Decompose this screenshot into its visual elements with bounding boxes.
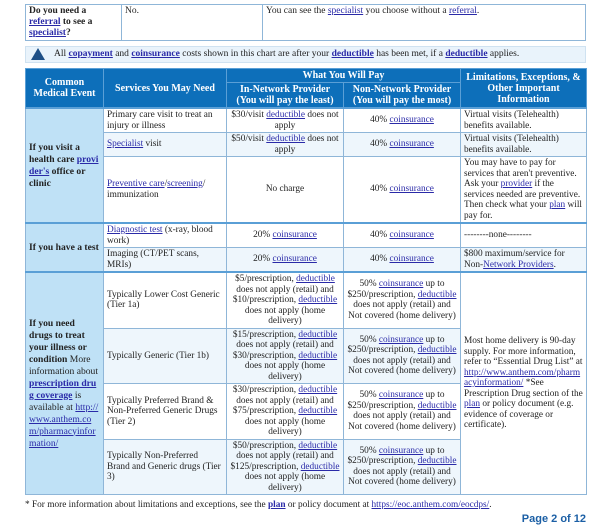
text: Virtual visits (Telehealth) benefits available. (464, 110, 559, 131)
service (104, 439, 227, 495)
text: up to $250/prescription, (347, 445, 445, 467)
text: does not apply (home delivery) (244, 305, 326, 326)
non-network-cost (344, 157, 461, 224)
text: does not apply (retail) and $125/prescription, (230, 451, 334, 472)
text: If you visit a health care (29, 141, 80, 165)
text: 40% (370, 139, 390, 150)
text: Imaging (CT/PET scans, MRIs) (107, 249, 200, 270)
medical-event (26, 272, 104, 495)
text: 20% (253, 230, 273, 241)
text: All (54, 49, 69, 59)
text: You may have to pay for services that aren't preventive. Ask your (464, 158, 577, 189)
text: 50% (359, 445, 379, 456)
text: 40% (370, 115, 390, 126)
non-network-cost (344, 328, 461, 384)
link[interactable]: deductible (445, 49, 488, 59)
link[interactable]: copayment (68, 49, 113, 59)
text: up to $250/prescription, (347, 390, 445, 411)
non-network-cost (344, 248, 461, 273)
link[interactable]: coinsurance (378, 279, 424, 290)
table-row (26, 108, 587, 133)
text: No. (125, 6, 139, 16)
text: and (112, 49, 132, 59)
in-network-cost (227, 384, 344, 440)
link[interactable]: plan (267, 500, 286, 510)
link[interactable]: screening (167, 179, 203, 189)
service (104, 108, 227, 133)
link[interactable]: plan (464, 399, 481, 410)
link[interactable]: deductible (298, 295, 338, 305)
deductible-notice (25, 46, 586, 63)
link[interactable]: deductible (266, 110, 306, 120)
medical-event (26, 108, 104, 223)
text: Most home delivery is 90-day supply. For more information, refer to “Essential Drug List” at (464, 336, 583, 368)
text: 50% (359, 390, 379, 401)
limitations (461, 223, 587, 248)
text: will pay for. (464, 200, 583, 221)
text: Typically Generic (Tier 1b) (107, 350, 210, 361)
service (104, 157, 227, 224)
text: More information about (29, 353, 99, 377)
table-row (26, 133, 587, 157)
text: or policy document (e.g. evidence of coverage or certificate). (464, 399, 574, 431)
text: does not apply (retail) and Not covered (home delivery) (348, 355, 456, 377)
text: Typically Non-Preferred Brand and Generic drugs (Tier 3) (107, 451, 221, 482)
text: does not apply (retail) and Not covered (home delivery) (348, 300, 456, 321)
link[interactable]: referral (448, 6, 477, 16)
link[interactable]: coinsurance (378, 334, 424, 345)
referral-table (25, 4, 586, 41)
header-non-network (344, 83, 461, 109)
text: 40% (370, 184, 390, 195)
text: 40% (370, 254, 390, 265)
text: applies. (487, 49, 520, 59)
non-network-cost (344, 439, 461, 495)
text: You can see the (266, 6, 328, 16)
text: $50/visit (231, 134, 267, 144)
link[interactable]: deductible (266, 134, 306, 144)
link[interactable]: coinsurance (131, 49, 180, 59)
header-what-you-pay: What You Will Pay (227, 69, 461, 83)
text: to see a (60, 17, 93, 27)
text: . (489, 500, 492, 510)
service (104, 248, 227, 273)
link[interactable]: deductible (298, 385, 338, 395)
link[interactable]: deductible (298, 440, 338, 451)
link[interactable]: deductible (417, 289, 457, 300)
text: If you need drugs to treat your illness or condition (29, 317, 87, 365)
table-row (26, 157, 587, 224)
in-network-cost (227, 439, 344, 495)
link[interactable]: coinsurance (389, 139, 434, 150)
link[interactable]: http://www.anthem.com/pharmacyinformation/ (29, 401, 99, 449)
text: Typically Preferred Brand & Non-Preferred Generic Drugs (Tier 2) (107, 395, 218, 427)
link[interactable]: deductible (298, 329, 338, 340)
non-network-cost (344, 223, 461, 248)
in-network-label: In-Network Provider (239, 84, 331, 95)
text: up to $250/prescription, (347, 334, 445, 356)
link[interactable]: deductible (296, 274, 335, 284)
referral-question (26, 5, 122, 41)
text: is available at (29, 389, 82, 413)
header-services: Services You May Need (104, 69, 227, 109)
table-row (26, 223, 587, 248)
warning-triangle-icon (31, 48, 45, 60)
text: Typically Lower Cost Generic (Tier 1a) (107, 289, 220, 311)
link[interactable]: Diagnostic test (107, 225, 163, 235)
link[interactable]: Preventive care (107, 179, 165, 189)
text: $30/visit (231, 110, 267, 120)
text: --------none-------- (464, 230, 532, 241)
text: visit (143, 139, 162, 150)
limitations (461, 272, 587, 495)
text: does not apply (retail) and $75/prescription, (232, 395, 334, 416)
link[interactable]: coinsurance (389, 115, 434, 126)
link[interactable]: https://eoc.anthem.com/eocdps/ (371, 500, 490, 510)
text: No charge (265, 184, 305, 195)
text: does not apply (274, 134, 339, 155)
link[interactable]: deductible (298, 406, 338, 416)
in-network-cost (227, 272, 344, 328)
link[interactable]: coinsurance (272, 230, 317, 241)
text: has been met, if a (373, 49, 446, 59)
in-network-cost (227, 133, 344, 157)
text: / (164, 179, 168, 189)
text: $30/prescription, (232, 385, 299, 395)
text: If you have a test (29, 241, 99, 253)
non-network-cost (344, 108, 461, 133)
non-network-cost (344, 384, 461, 440)
link[interactable]: Specialist (107, 139, 144, 150)
link[interactable]: specialist (327, 6, 364, 16)
link[interactable]: deductible (331, 49, 374, 59)
non-network-cost (344, 272, 461, 328)
link[interactable]: coinsurance (272, 254, 317, 265)
text: if the services needed are preventive. Then check what your (464, 179, 581, 210)
footer-note (25, 500, 586, 511)
link[interactable]: referral (29, 17, 61, 27)
text: 50% (359, 334, 379, 345)
header-in-network (227, 83, 344, 109)
notice-text (26, 47, 585, 61)
referral-note (263, 5, 586, 41)
limitations (461, 248, 587, 273)
in-network-cost (227, 248, 344, 273)
limitations (461, 133, 587, 157)
in-network-cost (227, 223, 344, 248)
in-network-sub: (You will pay the least) (236, 95, 334, 106)
non-network-label: Non-Network Provider (352, 84, 452, 95)
in-network-cost (227, 157, 344, 224)
text: Virtual visits (Telehealth) benefits available. (464, 134, 559, 155)
text: $15/prescription, (232, 329, 299, 340)
medical-event (26, 223, 104, 272)
text: (x-ray, blood work) (107, 225, 213, 246)
text: does not apply (retail) and Not covered (home delivery) (348, 466, 456, 488)
text: does not apply (home delivery) (244, 361, 326, 382)
text: . (476, 6, 480, 16)
text: does not apply (274, 110, 339, 131)
link[interactable]: Network Providers (483, 259, 554, 270)
text: 50% (359, 279, 379, 290)
link[interactable]: coinsurance (389, 184, 434, 195)
text: Primary care visit to treat an injury or illness (107, 110, 213, 131)
link[interactable]: provider (500, 179, 533, 189)
text: 20% (253, 254, 273, 265)
link[interactable]: coinsurance (378, 390, 424, 401)
text: Do you need a (29, 6, 87, 16)
event-group (26, 223, 587, 272)
text: ? (65, 28, 71, 38)
text: $50/prescription, (232, 440, 299, 451)
referral-answer (122, 5, 263, 41)
header-event: Common Medical Event (26, 69, 104, 109)
non-network-sub: (You will pay the most) (352, 95, 452, 106)
text: / immunization (107, 179, 206, 200)
limitations (461, 157, 587, 224)
text: $800 maximum/service for Non- (464, 249, 565, 270)
text: costs shown in this chart are after your (179, 49, 332, 59)
link[interactable]: plan (549, 200, 566, 210)
service (104, 223, 227, 248)
event-group (26, 272, 587, 495)
in-network-cost (227, 328, 344, 384)
link[interactable]: coinsurance (389, 230, 434, 241)
limitations (461, 108, 587, 133)
text: 40% (370, 230, 390, 241)
text: . (553, 259, 556, 270)
link[interactable]: deductible (417, 400, 457, 411)
text: does not apply (retail) and $10/prescription, (232, 284, 334, 305)
in-network-cost (227, 108, 344, 133)
link[interactable]: prescription drug coverage (29, 377, 97, 401)
text: office or clinic (29, 165, 86, 189)
service (104, 384, 227, 440)
table-row (26, 248, 587, 273)
event-group (26, 108, 587, 223)
link[interactable]: coinsurance (378, 445, 424, 456)
page-number: Page 2 of 12 (521, 513, 586, 525)
link[interactable]: specialist (29, 28, 66, 38)
table-row (26, 272, 587, 328)
text: does not apply (home delivery) (244, 472, 326, 493)
header-limitations: Limitations, Exceptions, & Other Important Information (461, 69, 587, 109)
link[interactable]: coinsurance (389, 254, 434, 265)
text: you choose without a (363, 6, 449, 16)
link[interactable]: deductible (300, 461, 340, 472)
text: or policy document at (285, 500, 372, 510)
service (104, 133, 227, 157)
text: up to $250/prescription, (347, 279, 445, 300)
service (104, 328, 227, 384)
text: does not apply (retail) and Not covered (home delivery) (348, 411, 456, 432)
text: does not apply (home delivery) (244, 416, 326, 437)
benefits-table (25, 68, 587, 495)
text: does not apply (retail) and $30/prescription, (232, 340, 334, 361)
service (104, 272, 227, 328)
link[interactable]: deductible (417, 345, 457, 356)
text: $5/prescription, (235, 274, 297, 284)
text: *See Prescription Drug section of the (464, 378, 583, 399)
link[interactable]: http://www.anthem.com/pharmacyinformation/ (464, 367, 581, 389)
non-network-cost (344, 133, 461, 157)
link[interactable]: provider's (29, 153, 99, 177)
link[interactable]: deductible (298, 350, 338, 361)
text: * For more information about limitations and exceptions, see the (25, 500, 268, 510)
link[interactable]: deductible (417, 456, 457, 467)
